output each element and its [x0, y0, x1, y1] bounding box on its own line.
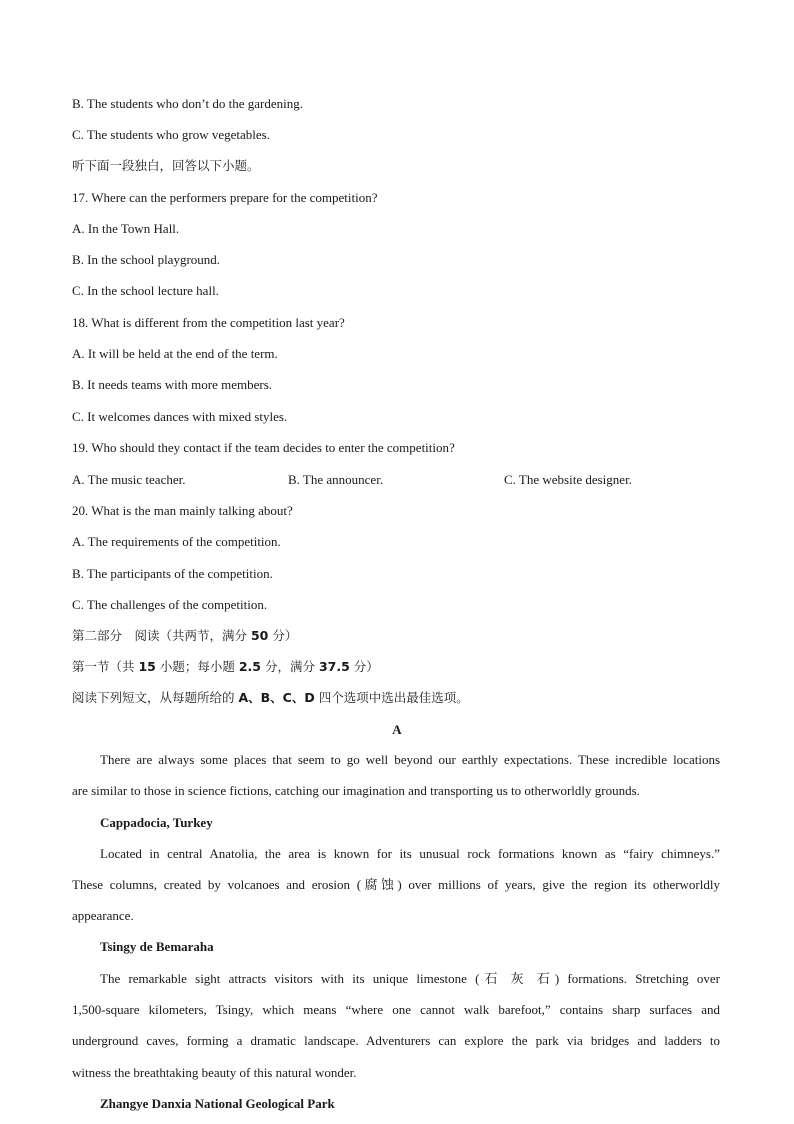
section1-text-1: 第一节（共	[72, 659, 139, 674]
q20-option-a: A. The requirements of the competition.	[72, 534, 281, 549]
section1-heading	[72, 659, 379, 675]
section1-total-score: 37.5	[318, 659, 350, 674]
q20-stem: 20. What is the man mainly talking about?	[72, 503, 293, 518]
section1-each-score: 2.5	[238, 659, 261, 674]
q17-stem: 17. Where can the performers prepare for the competition?	[72, 190, 378, 205]
q16-option-b: B. The students who don’t do the gardening.	[72, 96, 303, 111]
section1-text-4: 分）	[349, 659, 379, 674]
monologue-instruction: 听下面一段独白，回答以下小题。	[72, 158, 260, 173]
intro-line-1: There are always some places that seem to go well beyond our earthly expectations. These incredible locations	[100, 752, 720, 767]
q18-option-c: C. It welcomes dances with mixed styles.	[72, 409, 288, 424]
q17-option-b: B. In the school playground.	[72, 252, 221, 267]
q19-stem: 19. Who should they contact if the team decides to enter the competition?	[72, 440, 455, 455]
section1-text-3: 分，满分	[261, 659, 319, 674]
tsingy-line-1: The remarkable sight attracts visitors with its unique limestone (石 灰 石) formations. Stretching over	[100, 971, 721, 986]
intro-line-2: are similar to those in science fictions, catching our imagination and transporting us to otherworldly grounds.	[72, 783, 640, 798]
part2-score: 50	[250, 628, 269, 643]
instruction-text-2: 四个选项中选出最佳选项。	[314, 690, 469, 705]
part2-heading	[72, 628, 297, 644]
part2-heading-suffix: 分）	[268, 628, 298, 643]
tsingy-line-4: witness the breathtaking beauty of this natural wonder.	[72, 1065, 357, 1080]
tsingy-line-2: 1,500-square kilometers, Tsingy, which means “where one cannot walk barefoot,” contains sharp surfaces and	[72, 1002, 720, 1017]
q20-option-b: B. The participants of the competition.	[72, 566, 273, 581]
section1-text-2: 小题；每小题	[155, 659, 239, 674]
part2-heading-text: 第二部分 阅读（共两节，满分	[72, 628, 251, 643]
cappadocia-line-3: appearance.	[72, 908, 134, 923]
q18-option-a: A. It will be held at the end of the term.	[72, 346, 278, 361]
heading-tsingy: Tsingy de Bemaraha	[100, 939, 214, 954]
q18-option-b: B. It needs teams with more members.	[72, 377, 273, 392]
instruction-options: A、B、C、D	[238, 690, 315, 705]
q19-option-b: B. The announcer.	[288, 472, 384, 487]
reading-instruction	[72, 690, 469, 706]
q16-option-c: C. The students who grow vegetables.	[72, 127, 270, 142]
cappadocia-line-2: These columns, created by volcanoes and erosion (腐蚀) over millions of years, give the region its otherworldly	[72, 877, 720, 892]
instruction-text-1: 阅读下列短文，从每题所给的	[72, 690, 239, 705]
q19-option-c: C. The website designer.	[504, 472, 632, 487]
q20-option-c: C. The challenges of the competition.	[72, 597, 268, 612]
q18-stem: 18. What is different from the competition last year?	[72, 315, 345, 330]
passage-label: A	[392, 722, 402, 737]
cappadocia-line-1: Located in central Anatolia, the area is known for its unusual rock formations known as “fairy chimneys.”	[100, 846, 720, 861]
q17-option-a: A. In the Town Hall.	[72, 221, 180, 236]
q19-option-a: A. The music teacher.	[72, 472, 186, 487]
tsingy-line-3: underground caves, forming a dramatic landscape. Adventurers can explore the park via bridges and ladders to	[72, 1033, 720, 1048]
heading-zhangye: Zhangye Danxia National Geological Park	[100, 1096, 335, 1111]
heading-cappadocia: Cappadocia, Turkey	[100, 815, 213, 830]
q17-option-c: C. In the school lecture hall.	[72, 283, 219, 298]
section1-count: 15	[138, 659, 156, 674]
